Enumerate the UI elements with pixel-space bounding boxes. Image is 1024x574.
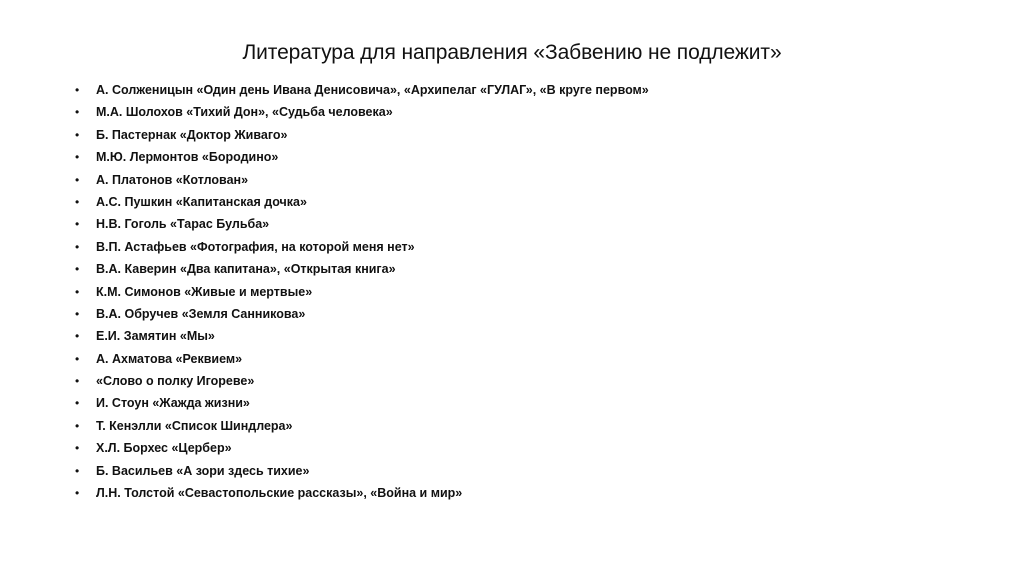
bullet-icon: • bbox=[75, 150, 80, 165]
list-item-text: М.А. Шолохов «Тихий Дон», «Судьба человека» bbox=[96, 105, 393, 120]
list-item-text: А. Платонов «Котлован» bbox=[96, 172, 249, 187]
list-item-text: В.П. Астафьев «Фотография, на которой меня нет» bbox=[96, 239, 415, 254]
list-item-text: Б. Васильев «А зори здесь тихие» bbox=[96, 463, 310, 478]
bullet-icon: • bbox=[75, 441, 80, 456]
bullet-icon: • bbox=[75, 239, 80, 254]
list-item-text: Л.Н. Толстой «Севастопольские рассказы», «Война и мир» bbox=[96, 486, 463, 501]
list-item-text: А. Ахматова «Реквием» bbox=[96, 351, 243, 366]
bullet-icon: • bbox=[75, 284, 80, 299]
list-item-text: Т. Кенэлли «Список Шиндлера» bbox=[96, 418, 293, 433]
list-item-text: Х.Л. Борхес «Цербер» bbox=[96, 441, 232, 456]
list-item-text: Е.И. Замятин «Мы» bbox=[96, 329, 215, 344]
list-item-text: А. Солженицын «Один день Ивана Денисовича», «Архипелаг «ГУЛАГ», «В круге первом» bbox=[96, 83, 649, 97]
list-item-text: А.С. Пушкин «Капитанская дочка» bbox=[96, 194, 307, 209]
bullet-icon: • bbox=[75, 418, 80, 433]
bullet-icon: • bbox=[75, 83, 80, 97]
bullet-icon: • bbox=[75, 396, 80, 411]
bullet-icon: • bbox=[75, 262, 80, 277]
bullet-icon: • bbox=[75, 463, 80, 478]
bullet-icon: • bbox=[75, 217, 80, 232]
list-item-text: «Слово о полку Игореве» bbox=[96, 374, 255, 389]
list-item-text: В.А. Каверин «Два капитана», «Открытая книга» bbox=[96, 262, 396, 277]
bullet-icon: • bbox=[75, 329, 80, 344]
list-item-text: М.Ю. Лермонтов «Бородино» bbox=[96, 150, 279, 165]
list-item-text: К.М. Симонов «Живые и мертвые» bbox=[96, 284, 313, 299]
list-item-text: И. Стоун «Жажда жизни» bbox=[96, 396, 250, 411]
list-item-text: В.А. Обручев «Земля Санникова» bbox=[96, 306, 306, 321]
bullet-icon: • bbox=[75, 486, 80, 501]
bullet-icon: • bbox=[75, 105, 80, 120]
bullet-icon: • bbox=[75, 172, 80, 187]
list-item-text: Б. Пастернак «Доктор Живаго» bbox=[96, 127, 288, 142]
bullet-icon: • bbox=[75, 127, 80, 142]
bullet-icon: • bbox=[75, 374, 80, 389]
slide-title: Литература для направления «Забвению не подлежит» bbox=[242, 41, 782, 64]
bullet-icon: • bbox=[75, 194, 80, 209]
bullet-icon: • bbox=[75, 306, 80, 321]
list-item-text: Н.В. Гоголь «Тарас Бульба» bbox=[96, 217, 270, 232]
bullet-icon: • bbox=[75, 351, 80, 366]
